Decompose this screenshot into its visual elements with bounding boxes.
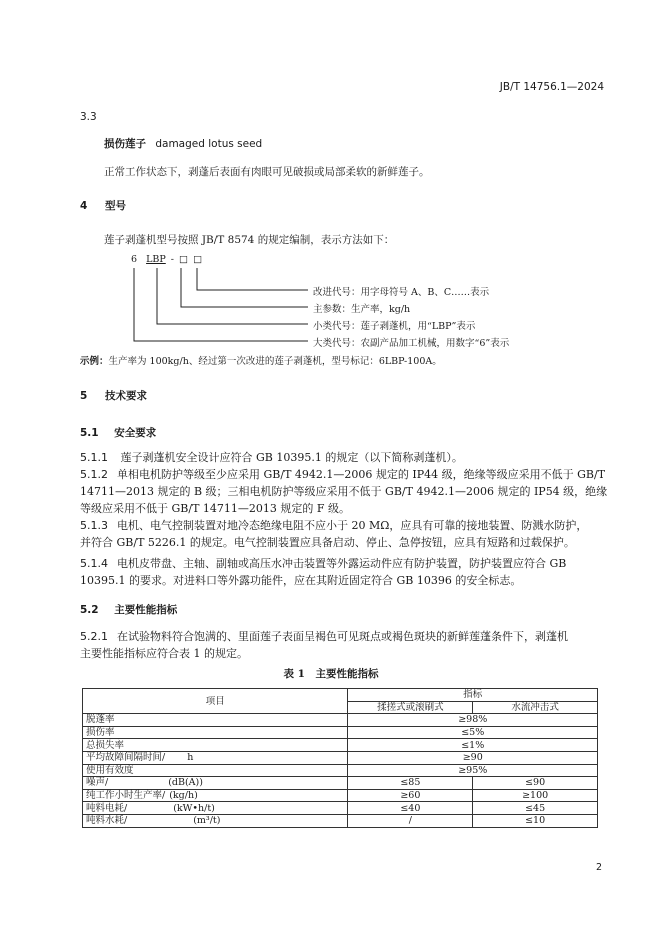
model-intro: 莲子剥蓬机型号按照 JB/T 8574 的规定编制，表示方法如下： <box>104 234 395 246</box>
term-definition: 正常工作状态下，剥蓬后表面有肉眼可见破损或局部柔软的新鲜莲子。 <box>104 166 430 178</box>
header-rubbing-type: 揉搓式或滚刷式 <box>348 701 473 714</box>
section-5-2-number: 5.2 <box>80 604 99 616</box>
row-item-unit: (m³/t) <box>193 815 221 827</box>
table-row <box>83 789 598 802</box>
clause-5-1-1 <box>80 449 463 466</box>
row-value: ≥95% <box>348 764 598 777</box>
term-en: damaged lotus seed <box>155 138 263 150</box>
section-5-1-title: 安全要求 <box>114 427 157 439</box>
clause-5-1-1-number: 5.1.1 <box>80 451 108 464</box>
section-5-heading <box>80 388 147 403</box>
clause-5-2-1-number: 5.2.1 <box>80 630 108 643</box>
row-value-rubbing: ≤40 <box>348 802 473 815</box>
clause-5-1-1-text: 莲子剥蓬机安全设计应符合 GB 10395.1 的规定（以下简称剥蓬机）。 <box>120 451 463 464</box>
clause-5-2-1-line2: 主要性能指标应符合表 1 的规定。 <box>80 647 248 660</box>
table-row <box>83 726 598 739</box>
example <box>80 353 442 367</box>
row-item-unit: (kg/h) <box>169 790 198 802</box>
row-item <box>83 814 348 827</box>
clause-5-1-4-line1: 电机皮带盘、主轴、副轴或高压水冲击装置等外露运动件应有防护装置，防护装置应符合 GB <box>117 557 567 570</box>
clause-5-2-1 <box>80 628 568 662</box>
leader-line-improvement <box>197 268 308 290</box>
section-5-2-heading <box>80 602 177 617</box>
header-water-jet-type: 水流冲击式 <box>473 701 598 714</box>
document-code: JB/T 14756.1—2024 <box>499 81 604 93</box>
term-zh: 损伤莲子 <box>104 138 146 150</box>
legend-improvement-code: 改进代号：用字母符号 A、B、C……表示 <box>313 287 490 298</box>
row-value: ≤1% <box>348 739 598 752</box>
row-item <box>83 789 348 802</box>
row-value-water-jet: ≤45 <box>473 802 598 815</box>
clause-5-1-3-line2: 并符合 GB/T 5226.1 的规定。电气控制装置应具备启动、停止、急停按钮，应具有短路和过载保护。 <box>80 536 575 549</box>
clause-5-1-4 <box>80 555 566 589</box>
model-code-letters: LBP <box>146 254 166 265</box>
row-value: ≤5% <box>348 726 598 739</box>
clause-5-1-3 <box>80 517 587 551</box>
section-5-2-title: 主要性能指标 <box>114 604 178 616</box>
row-item: 使用有效度 <box>83 764 348 777</box>
table-row <box>83 714 598 727</box>
section-5-1-heading <box>80 425 156 440</box>
header-indicator: 指标 <box>348 689 598 702</box>
row-item <box>83 751 348 764</box>
clause-5-1-2-line3: 等级应采用不低于 GB/T 14711—2013 规定的 F 级。 <box>80 502 351 515</box>
table-1 <box>82 688 598 828</box>
row-item-label: 噪声/ <box>86 777 109 789</box>
model-code-box1: □ <box>179 254 189 265</box>
legend-main-parameter: 主参数：生产率，kg/h <box>313 304 411 315</box>
model-code-digit: 6 <box>131 254 138 265</box>
example-label: 示例： <box>80 356 109 367</box>
clause-5-1-4-line2: 10395.1 的要求。对进料口等外露功能件，应在其附近固定符合 GB 10396 的安全标志。 <box>80 574 522 587</box>
clause-5-1-2 <box>80 466 607 517</box>
table-row <box>83 764 598 777</box>
leader-line-class <box>134 268 308 341</box>
model-code-dash: - <box>170 254 175 265</box>
section-3-3-number: 3.3 <box>80 111 97 123</box>
table-row <box>83 777 598 790</box>
row-value-water-jet: ≤90 <box>473 777 598 790</box>
row-value: ≥90 <box>348 751 598 764</box>
clause-5-1-3-number: 5.1.3 <box>80 519 108 532</box>
section-4-number: 4 <box>80 200 88 212</box>
example-text: 生产率为 100kg/h、经过第一次改进的莲子剥蓬机，型号标记：6LBP-100A。 <box>108 356 442 367</box>
section-5-number: 5 <box>80 390 88 402</box>
row-item-label: 吨料水耗/ <box>86 815 128 827</box>
row-value-rubbing: ≤85 <box>348 777 473 790</box>
row-item-unit: (kW•h/t) <box>173 802 215 814</box>
table-row <box>83 802 598 815</box>
row-item: 脱蓬率 <box>83 714 348 727</box>
leader-line-main-param <box>181 268 308 307</box>
clause-5-1-2-number: 5.1.2 <box>80 468 108 481</box>
model-code-box2: □ <box>193 254 203 265</box>
row-value-water-jet: ≥100 <box>473 789 598 802</box>
clause-5-2-1-line1: 在试验物料符合饱满的、里面莲子表面呈褐色可见斑点或褐色斑块的新鲜莲蓬条件下，剥蓬机 <box>117 630 568 643</box>
header-item: 项目 <box>83 689 348 714</box>
row-item-unit: (dB(A)) <box>168 777 203 789</box>
row-item <box>83 777 348 790</box>
legend-class-code: 大类代号：农副产品加工机械，用数字“6”表示 <box>313 338 510 349</box>
row-item <box>83 802 348 815</box>
clause-5-1-2-line2: 14711—2013 规定的 B 级；三相电机防护等级应采用不低于 GB/T 4942.1—2006 规定的 IP54 级，绝缘 <box>80 485 608 498</box>
row-item-label: 平均故障间隔时间/ <box>86 752 166 764</box>
page-number: 2 <box>595 862 602 873</box>
row-value-rubbing: / <box>348 814 473 827</box>
row-item-unit: h <box>187 752 194 764</box>
clause-5-1-4-number: 5.1.4 <box>80 557 108 570</box>
table-row <box>83 739 598 752</box>
row-item-label: 纯工作小时生产率/ <box>86 790 166 802</box>
row-value-rubbing: ≥60 <box>348 789 473 802</box>
section-4-title: 型号 <box>104 200 126 212</box>
row-value-water-jet: ≤10 <box>473 814 598 827</box>
table-row <box>83 751 598 764</box>
table-row <box>83 814 598 827</box>
section-5-1-number: 5.1 <box>80 427 99 439</box>
leader-line-subclass <box>157 268 308 324</box>
row-item-label: 吨料电耗/ <box>86 802 128 814</box>
table-1-caption: 表 1 主要性能指标 <box>283 668 379 680</box>
clause-5-1-2-line1: 单相电机防护等级至少应采用 GB/T 4942.1—2006 规定的 IP44 级，绝缘等级应采用不低于 GB/T <box>117 468 606 481</box>
clause-5-1-3-line1: 电机、电气控制装置对地冷态绝缘电阻不应小于 20 MΩ，应具有可靠的接地装置、防溅水防护， <box>117 519 588 532</box>
row-item: 总损失率 <box>83 739 348 752</box>
table-header-row-1 <box>83 689 598 702</box>
section-5-title: 技术要求 <box>104 390 147 402</box>
legend-subclass-code: 小类代号：莲子剥蓬机，用“LBP”表示 <box>313 321 476 332</box>
row-item: 损伤率 <box>83 726 348 739</box>
row-value: ≥98% <box>348 714 598 727</box>
